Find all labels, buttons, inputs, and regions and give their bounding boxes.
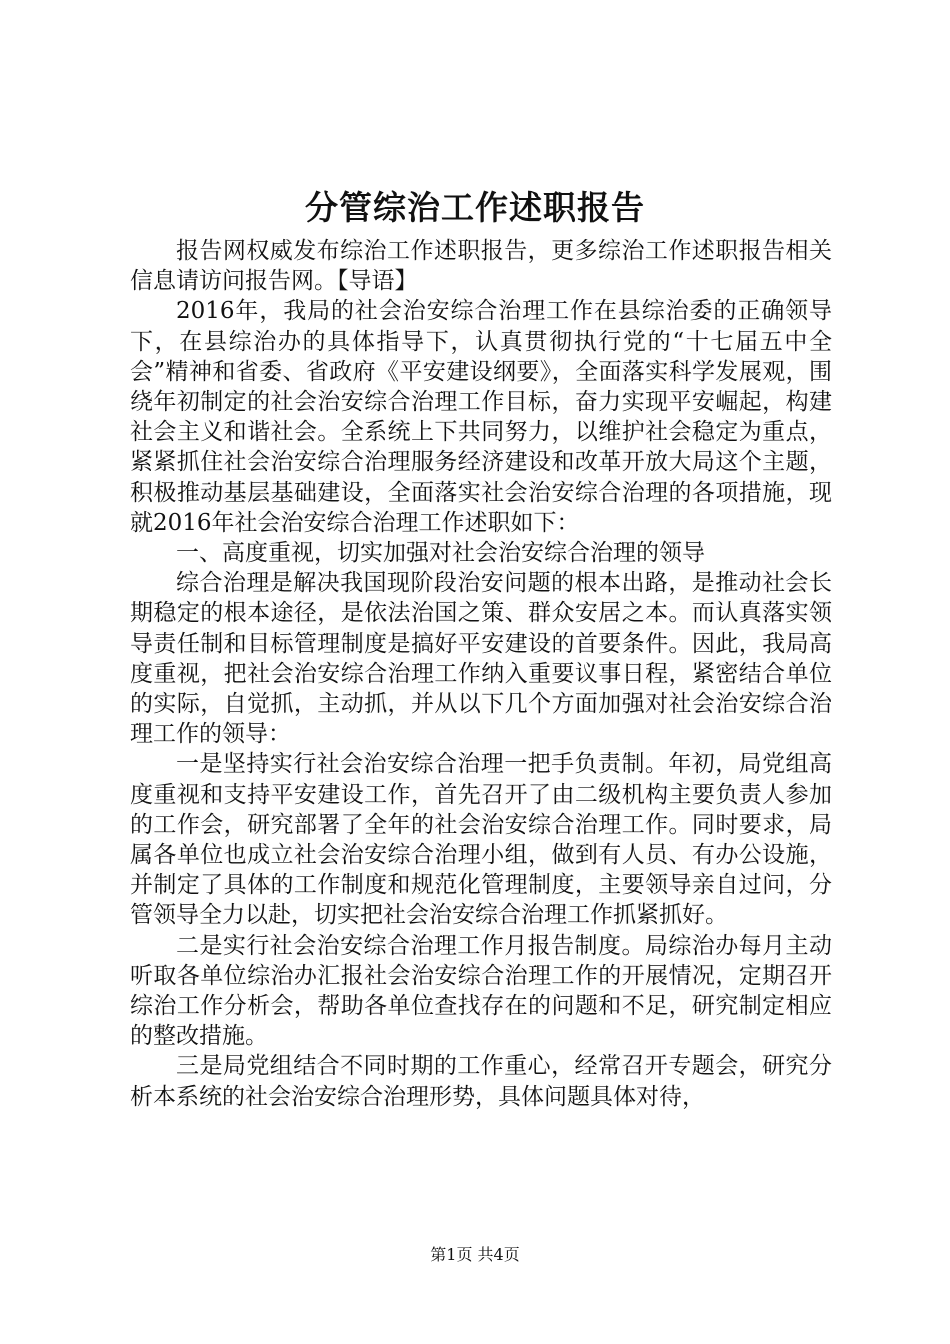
- paragraph-overview: 2016年，我局的社会治安综合治理工作在县综治委的正确领导下，在县综治办的具体指导下，认真贯彻执行党的“十七届五中全会”精神和省委、省政府《平安建设纲要》，全面落实科学发展观，围绕年初制定的社会治安综合治理工作目标，奋力实现平安崛起，构建社会主义和谐社会。全系统上下共同努力，以维护社会稳定为重点，紧紧抓住社会治安综合治理服务经济建设和改革开放大局这个主题，积极推动基层基础建设，全面落实社会治安综合治理的各项措施，现就2016年社会治安综合治理工作述职如下：: [130, 298, 832, 536]
- page-footer: 第1页 共4页: [430, 1245, 520, 1264]
- section-heading-1: 一、高度重视，切实加强对社会治安综合治理的领导: [176, 540, 705, 567]
- paragraph-item-2: 二是实行社会治安综合治理工作月报告制度。局综治办每月主动听取各单位综治办汇报社会治安综合治理工作的开展情况，定期召开综治工作分析会，帮助各单位查找存在的问题和不足，研究制定相应的整改措施。: [130, 932, 832, 1050]
- document-title: 分管综治工作述职报告: [305, 188, 645, 227]
- paragraph-item-1: 一是坚持实行社会治安综合治理一把手负责制。年初，局党组高度重视和支持平安建设工作，首先召开了由二级机构主要负责人参加的工作会，研究部署了全年的社会治安综合治理工作。同时要求，局属各单位也成立社会治安综合治理小组，做到有人员、有办公设施，并制定了具体的工作制度和规范化管理制度，主要领导亲自过问，分管领导全力以赴，切实把社会治安综合治理工作抓紧抓好。: [130, 751, 832, 929]
- paragraph-item-3: 三是局党组结合不同时期的工作重心，经常召开专题会，研究分析本系统的社会治安综合治理形势，具体问题具体对待，: [130, 1053, 832, 1110]
- document-body: [130, 236, 832, 1112]
- paragraph-intro: 报告网权威发布综治工作述职报告，更多综治工作述职报告相关信息请访问报告网。【导语】: [130, 238, 832, 295]
- paragraph-section-1-intro: 综合治理是解决我国现阶段治安问题的根本出路，是推动社会长期稳定的根本途径，是依法治国之策、群众安居之本。而认真落实领导责任制和目标管理制度是搞好平安建设的首要条件。因此，我局高度重视，把社会治安综合治理工作纳入重要议事日程，紧密结合单位的实际，自觉抓，主动抓，并从以下几个方面加强对社会治安综合治理工作的领导：: [130, 570, 832, 748]
